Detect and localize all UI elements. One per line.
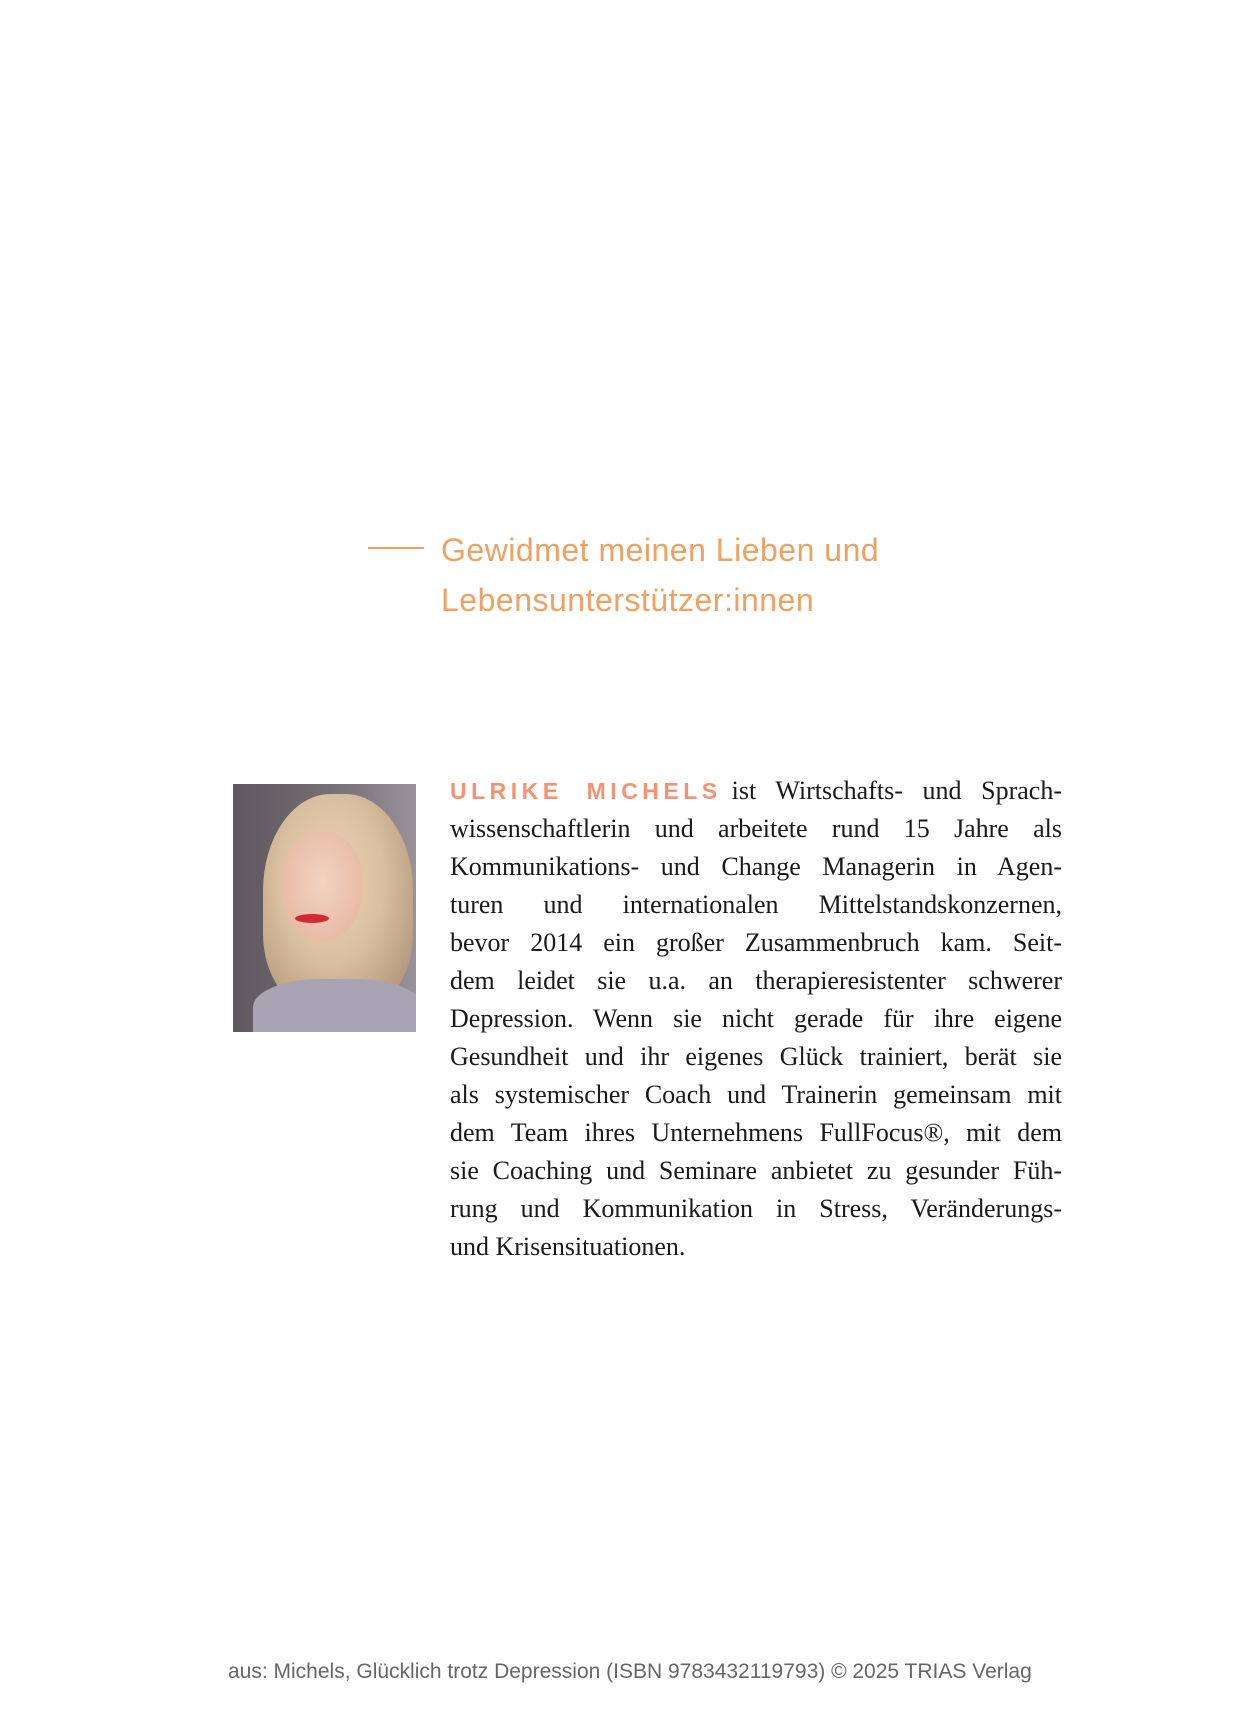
- dedication-line: Lebensunterstützer:innen: [441, 582, 815, 618]
- bio-line: bevor 2014 ein großer Zusammenbruch kam. Seit-: [450, 928, 1062, 957]
- bio-line: als systemischer Coach und Trainerin gemeinsam mit: [450, 1080, 1062, 1109]
- bio-line: Depression. Wenn sie nicht gerade für ihre eigene: [450, 1004, 1062, 1033]
- bio-line: Gesundheit und ihr eigenes Glück trainiert, berät sie: [450, 1042, 1062, 1071]
- bio-text: ist Wirtschafts- und Sprach-: [731, 776, 1063, 805]
- bio-line: [450, 772, 1062, 810]
- copyright-footer: aus: Michels, Glücklich trotz Depression (ISBN 9783432119793) © 2025 TRIAS Verlag: [228, 1660, 1032, 1683]
- bio-line: turen und internationalen Mittelstandskonzernen,: [450, 890, 1062, 919]
- bio-line: dem leidet sie u.a. an therapieresistenter schwerer: [450, 966, 1062, 995]
- dedication-rule: [368, 547, 424, 549]
- dedication-line: Gewidmet meinen Lieben und: [441, 532, 880, 568]
- bio-line: Kommunikations- und Change Managerin in Agen-: [450, 852, 1062, 881]
- dedication: [441, 525, 879, 625]
- bio-line: rung und Kommunikation in Stress, Veränderungs-: [450, 1194, 1062, 1223]
- author-bio: [450, 772, 1062, 1266]
- author-name: ULRIKE MICHELS: [450, 778, 722, 804]
- bio-line: wissenschaftlerin und arbeitete rund 15 Jahre als: [450, 814, 1062, 843]
- bio-line: dem Team ihres Unternehmens FullFocus®, mit dem: [450, 1118, 1062, 1147]
- bio-line: sie Coaching und Seminare anbietet zu gesunder Füh-: [450, 1156, 1062, 1185]
- author-photo: [233, 784, 416, 1032]
- bio-line: und Krisensituationen.: [450, 1232, 686, 1261]
